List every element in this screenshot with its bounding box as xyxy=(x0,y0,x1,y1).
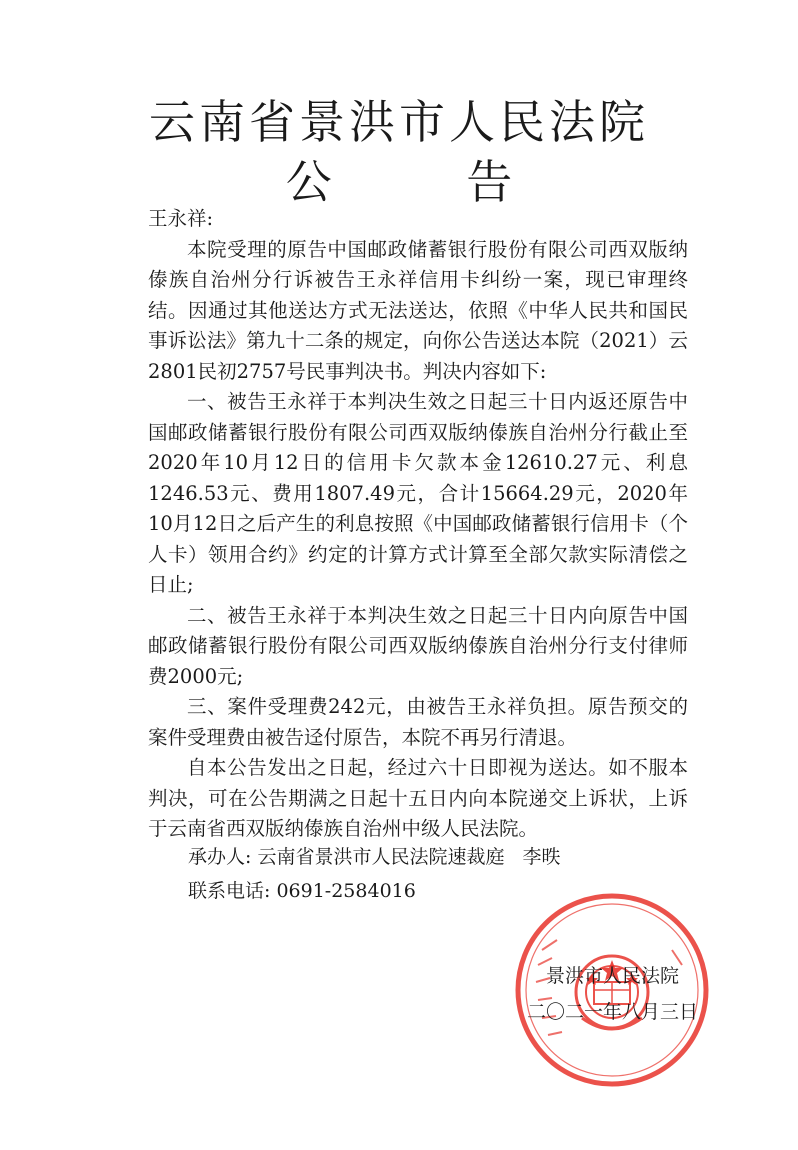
issue-date: 二〇二一年八月三日 xyxy=(526,1001,698,1023)
paragraph-judgment-2: 二、被告王永祥于本判决生效之日起三十日内向原告中国邮政储蓄银行股份有限公司西双版纳傣族自治州分行支付律师费2000元; xyxy=(148,603,688,688)
announcement-body xyxy=(148,204,688,845)
paragraph-judgment-3: 三、案件受理费242元，由被告王永祥负担。原告预交的案件受理费由被告迳付原告，本院不再另行清退。 xyxy=(148,695,688,749)
paragraph-judgment-1: 一、被告王永祥于本判决生效之日起三十日内返还原告中国邮政储蓄银行股份有限公司西双版纳傣族自治州分行截止至2020年10月12日的信用卡欠款本金12610.27元、利息1246.53元、费用1807.49元，合计15664.29元，2020年10月12日之后产生的利息按照《中国邮政储蓄银行信用卡（个人卡）领用合约》约定的计算方式计算至全部欠款实际清偿之日止; xyxy=(148,390,688,596)
issuing-court-block xyxy=(505,958,720,1030)
addressee: 王永祥: xyxy=(148,207,214,230)
contact-block xyxy=(188,840,561,908)
paragraph-intro: 本院受理的原告中国邮政储蓄银行股份有限公司西双版纳傣族自治州分行诉被告王永祥信用卡纠纷一案，现已审理终结。因通过其他送达方式无法送达，依照《中华人民共和国民事诉讼法》第九十二条的规定，向你公告送达本院（2021）云2801民初2757号民事判决书。判决内容如下: xyxy=(148,237,688,383)
paragraph-service-notice: 自本公告发出之日起，经过六十日即视为送达。如不服本判决，可在公告期满之日起十五日内向本院递交上诉状，上诉于云南省西双版纳傣族自治州中级人民法院。 xyxy=(148,756,688,840)
issuing-court: 景洪市人民法院 xyxy=(545,965,679,987)
phone-line: 联系电话: 0691-2584016 xyxy=(188,880,416,902)
handler-line: 承办人: 云南省景洪市人民法院速裁庭 李昳 xyxy=(188,846,561,868)
document-type-title: 公 告 xyxy=(285,155,573,209)
court-title: 云南省景洪市人民法院 xyxy=(149,95,649,149)
